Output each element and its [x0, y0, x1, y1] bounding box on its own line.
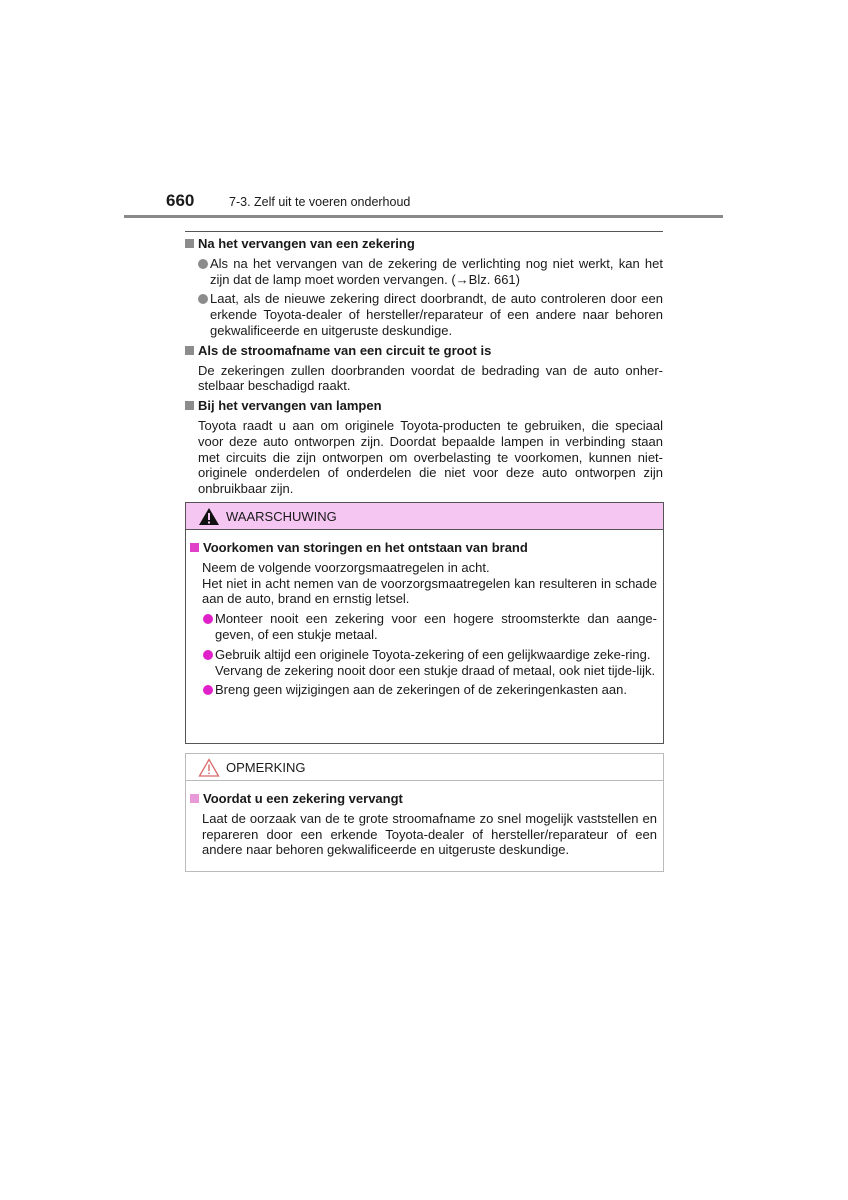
notice-heading-text: Voordat u een zekering vervangt: [203, 791, 403, 806]
content-top-rule: [185, 231, 663, 232]
page-number: 660: [166, 191, 195, 210]
section-heading-text: Na het vervangen van een zekering: [198, 236, 415, 251]
notice-box: [185, 753, 664, 872]
list-item-text: Monteer nooit een zekering voor een hogere stroomsterkte dan aange-geven, of een stukje metaal.: [215, 611, 657, 642]
list-item: [190, 611, 657, 643]
section-heading: [185, 236, 663, 252]
warning-title: WAARSCHUWING: [226, 508, 337, 524]
warning-heading-text: Voorkomen van storingen en het ontstaan van brand: [203, 540, 528, 555]
notice-title: OPMERKING: [226, 759, 306, 775]
chapter-title: 7-3. Zelf uit te voeren onderhoud: [229, 195, 411, 209]
list-item: [185, 291, 663, 338]
warning-intro: Het niet in acht nemen van de voorzorgsmaatregelen kan resulteren in schade aan de auto, brand en ernstig letsel.: [202, 575, 657, 607]
circle-bullet-icon: [203, 650, 213, 660]
section-heading: [185, 398, 663, 414]
warning-triangle-icon: [198, 507, 220, 526]
caution-triangle-icon: [198, 758, 220, 777]
square-bullet-icon: [190, 794, 199, 803]
list-item-text-extra: Vervang de zekering nooit door een stukje draad of metaal, ook niet tijde-lijk.: [215, 662, 656, 678]
square-bullet-icon: [185, 401, 194, 410]
list-item: [190, 647, 657, 679]
warning-heading: [190, 540, 657, 556]
circle-bullet-icon: [203, 685, 213, 695]
section-paragraph: De zekeringen zullen doorbranden voordat de bedrading van de auto onher-stelbaar beschadigd raakt.: [198, 362, 663, 394]
notice-header: [186, 754, 663, 781]
notice-paragraph: Laat de oorzaak van de te grote stroomafname zo snel mogelijk vaststellen en repareren door een erkende Toyota-dealer of hersteller/reparateur of een andere naar behoren gekwalificeerde en uitgeruste deskundige.: [202, 810, 657, 858]
circle-bullet-icon: [203, 614, 213, 624]
header-rule: [124, 215, 723, 218]
section-heading-text: Bij het vervangen van lampen: [198, 398, 382, 414]
warning-header: [186, 503, 663, 530]
circle-bullet-icon: [198, 294, 208, 304]
notice-body: [186, 781, 663, 858]
section-paragraph: Toyota raadt u aan om originele Toyota-producten te gebruiken, die speciaal voor deze auto ontworpen zijn. Doordat bepaalde lampen in verbinding staan met circuits die zijn ontworpen om overbelasting te voorkomen, kunnen niet-originele onderdelen of onderdelen die niet voor deze auto ontworpen zijn onbruikbaar zijn.: [198, 417, 663, 497]
notice-heading: [190, 791, 657, 807]
main-content: [185, 236, 663, 497]
list-item-text: Laat, als de nieuwe zekering direct doorbrandt, de auto controleren door een erkende Toyota-dealer of hersteller/reparateur of een andere naar behoren gekwalificeerde en uitgeruste deskundige.: [210, 291, 663, 338]
list-item-text: Breng geen wijzigingen aan de zekeringen of de zekeringenkasten aan.: [215, 682, 627, 698]
square-bullet-icon: [185, 346, 194, 355]
list-item: [190, 682, 657, 698]
warning-intro: Neem de volgende voorzorgsmaatregelen in acht.: [202, 559, 490, 575]
warning-body: [186, 530, 663, 698]
list-item-text: Als na het vervangen van de zekering de verlichting nog niet werkt, kan het zijn dat de lamp moet worden vervangen. (→Blz. 661): [210, 255, 663, 287]
section-heading-text: Als de stroomafname van een circuit te groot is: [198, 342, 492, 358]
warning-box: [185, 502, 664, 744]
section-heading: [185, 343, 663, 359]
square-bullet-icon: [190, 543, 199, 552]
list-item: [185, 256, 663, 288]
list-item-text: Gebruik altijd een originele Toyota-zekering of een gelijkwaardige zeke-ring.: [215, 646, 651, 662]
circle-bullet-icon: [198, 259, 208, 269]
square-bullet-icon: [185, 239, 194, 248]
